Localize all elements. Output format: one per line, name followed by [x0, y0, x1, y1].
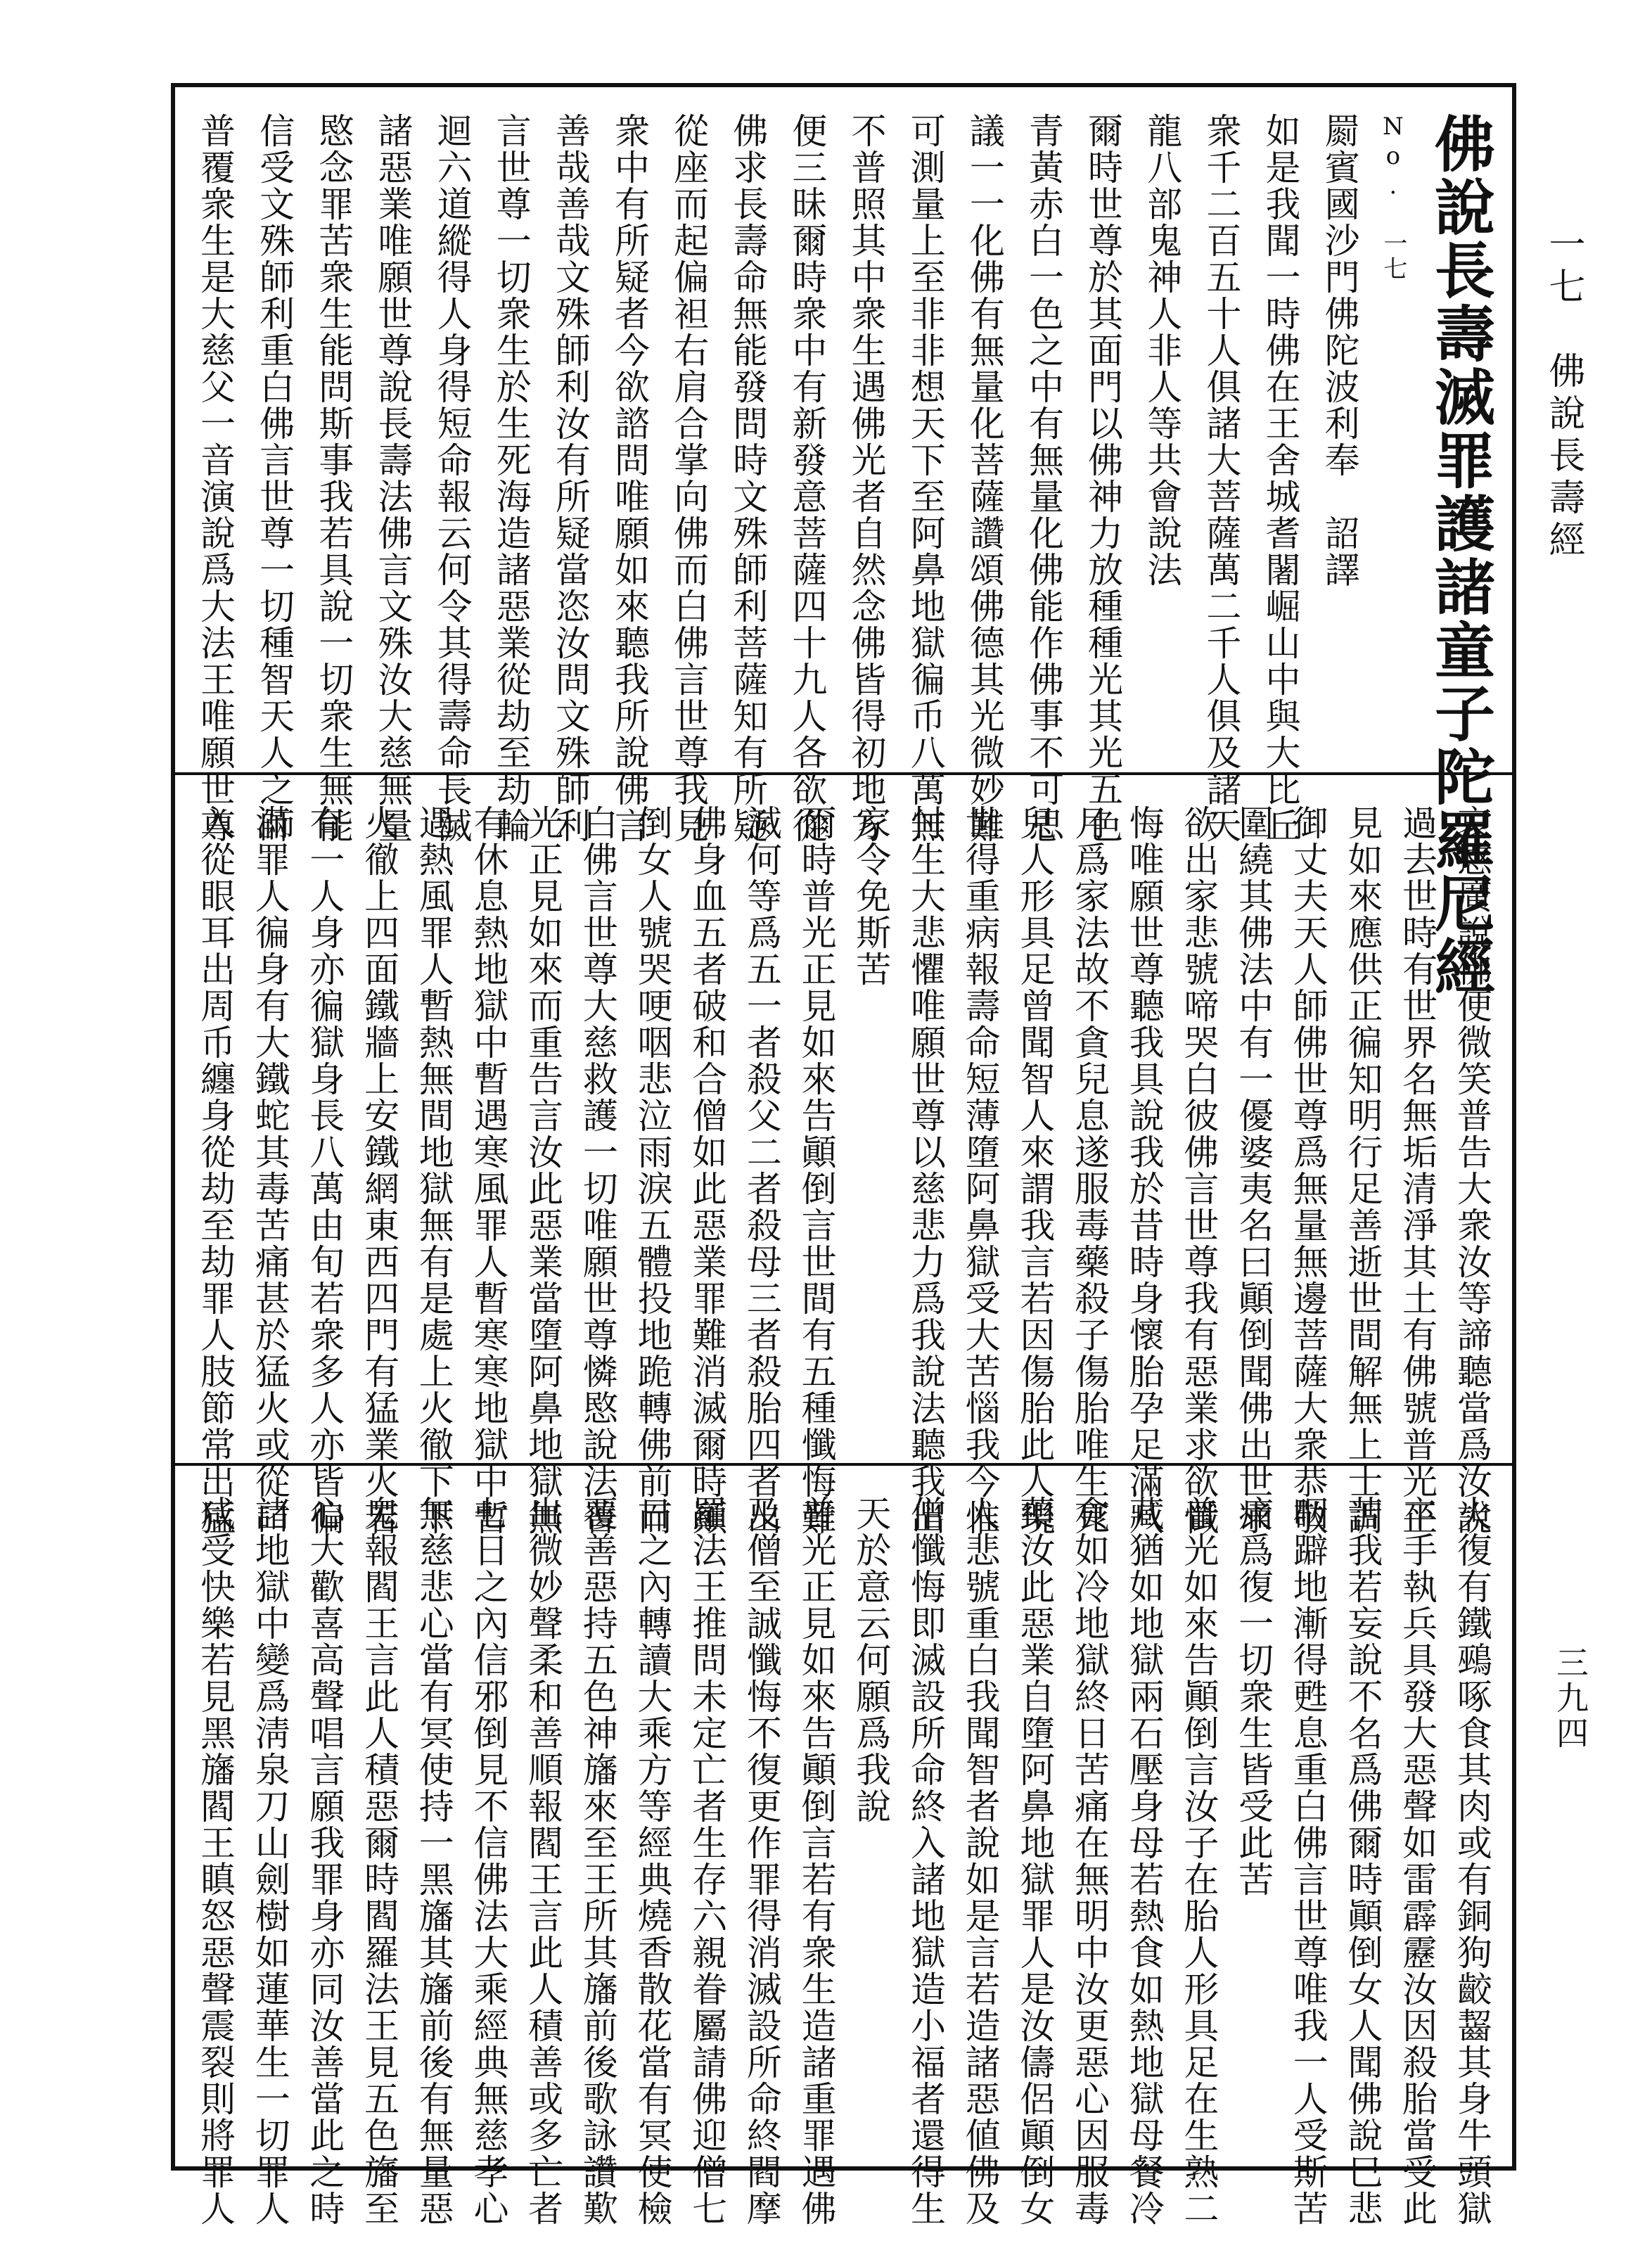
text-column: 御丈夫天人師佛世尊爲無量無邊菩薩大衆恭敬: [1287, 805, 1328, 1536]
text-band-2: [171, 772, 1516, 1536]
text-column: 衆千二百五十人俱諸大菩薩萬二千人俱及諸天: [1200, 113, 1242, 844]
text-column: 覆善惡持五色神旛來至王所其旛前後歌詠讚歎: [577, 1495, 618, 2227]
text-column: 咸受快樂若見黑旛閻王瞋怒惡聲震裂則將罪人: [195, 1495, 236, 2227]
text-column: 滅何等爲五一者殺父二者殺母三者殺胎四者出: [741, 805, 782, 1536]
text-column: 世得重病報壽命短薄墮阿鼻獄受大苦惱我今惟: [959, 805, 1001, 1536]
text-column: 哀愍廣說佛便微笑普告大衆汝等諦聽當爲汝說: [1451, 805, 1492, 1536]
text-column: 火徹上四面鐵牆上安鐵網東西四門有猛業火若: [359, 805, 400, 1536]
text-column: 有休息熱地獄中暫遇寒風罪人暫寒寒地獄中暫: [468, 805, 509, 1536]
text-column: 及僧至誠懺悔不復更作罪得消滅設所命終閻摩: [741, 1495, 782, 2227]
text-column: 食如冷地獄終日苦痛在無明中汝更惡心因服毒: [1069, 1495, 1110, 2227]
text-column: 光正見如來而重告言汝此惡業當墮阿鼻地獄無: [523, 805, 564, 1536]
text-column: 遇熱風罪人暫熱無間地獄無有是處上火徹下下: [413, 805, 454, 1536]
text-column: 佛求長壽命無能發問時文殊師利菩薩知有所疑: [727, 113, 769, 844]
text-column: 有一人身亦徧獄身長八萬由旬若衆多人亦皆徧: [304, 805, 345, 1536]
text-column: 家令免斯苦: [850, 805, 892, 988]
text-column: 日之內轉讀大乘方等經典燒香散花當有冥使檢: [632, 1495, 673, 2227]
text-column: 信受文殊師利重白佛言世尊一切種智天人之師: [254, 113, 295, 844]
text-column: 普光如來告顚倒言汝子在胎人形具足在生熟二: [1178, 1495, 1219, 2227]
text-column: 鬼報閻王言此人積惡爾時閻羅法王見五色旛至: [359, 1495, 400, 2227]
text-column: 入從眼耳出周币纏身從劫至劫罪人肢節常出猛: [195, 805, 236, 1536]
column-group: [195, 1495, 1492, 2227]
text-column: 僧懺悔即滅設所命終入諸地獄造小福者還得生: [904, 1495, 946, 2227]
text-column: 悔唯願世尊聽我具說我於昔時身懷胎孕足滿八: [1123, 805, 1165, 1536]
text-column: 言世尊一切衆生於生死海造諸惡業從劫至劫輪: [490, 113, 532, 844]
text-column: 羅法王推問未定亡者生存六親眷屬請佛迎僧七: [686, 1495, 728, 2227]
page-number: 三九四: [1551, 1646, 1589, 1751]
text-column: 普覆衆生是大慈父一音演說爲大法王唯願世尊: [195, 113, 236, 844]
text-column: 佛身血五者破和合僧如此惡業罪難消滅爾時顚: [686, 805, 728, 1536]
text-column: 從座而起偏袒右肩合掌向佛而白佛言世尊我見: [668, 113, 710, 844]
text-column: 議一一化佛有無量化菩薩讚頌佛德其光微妙難: [963, 113, 1005, 844]
text-column: 白佛言世尊大慈救護一切唯願世尊憐愍說法普: [577, 805, 618, 1536]
text-column: 兒人形具足曾聞智人來謂我言若因傷胎此人現: [1014, 805, 1056, 1536]
text-column: 藏猶如地獄兩石壓身母若熱食如熱地獄母餐冷: [1123, 1495, 1165, 2227]
sutra-title: 佛說長壽滅罪護諸童子陀羅尼經: [1423, 113, 1495, 999]
text-column: 龍八部鬼神人非人等共會說法: [1141, 113, 1183, 588]
text-column: 咽躃地漸得甦息重白佛言世尊唯我一人受斯苦: [1287, 1495, 1328, 2227]
text-column: 罽賓國沙門佛陀波利奉 詔譯: [1319, 113, 1360, 588]
text-column: 火復有鐵鵐啄食其肉或有銅狗齩齧其身牛頭獄: [1451, 1495, 1492, 2227]
text-column: 諸地獄中變爲淸泉刀山劍樹如蓮華生一切罪人: [249, 1495, 290, 2227]
text-column: 過去世時有世界名無垢清淨其土有佛號普光正: [1397, 805, 1438, 1536]
text-column: 迴六道縱得人身得短命報云何令其得壽命長滅: [431, 113, 473, 844]
text-column: 滿罪人徧身有大鐵蛇其毒苦痛甚於猛火或從口: [249, 805, 290, 1536]
text-column: 卒手執兵具發大惡聲如雷霹靂汝因殺胎當受此: [1397, 1495, 1438, 2227]
text-band-3: [171, 1463, 1516, 2227]
text-column: 諸惡業唯願世尊說長壽法佛言文殊汝大慈無量: [372, 113, 414, 844]
text-column: 忖生大悲懼唯願世尊以慈悲力爲我說法聽我出: [904, 805, 946, 1536]
text-column: 如是我聞一時佛在王舍城耆闍崛山中與大比丘: [1260, 113, 1301, 844]
text-column: 痛爲復一切衆生皆受此苦: [1233, 1495, 1274, 1898]
text-column: 藥汝此惡業自墮阿鼻地獄罪人是汝儔侶顚倒女: [1014, 1495, 1056, 2227]
sutra-number: No. 一七: [1378, 113, 1407, 281]
text-column: 月爲家法故不貪兒息遂服毒藥殺子傷胎唯生死: [1069, 805, 1110, 1536]
running-header: 一七 佛說長壽經: [1542, 225, 1584, 563]
text-column: 見如來應供正徧知明行足善逝世間解無上士調: [1342, 805, 1383, 1536]
text-column: 人悲號重白我聞智者說如是言若造諸惡値佛及: [959, 1495, 1001, 2227]
text-column: 苦我若妄說不名爲佛爾時顚倒女人聞佛說巳悲: [1342, 1495, 1383, 2227]
text-column: 不普照其中衆生遇佛光者自然念佛皆得初地方: [845, 113, 887, 844]
text-column: 青黃赤白一色之中有無量化佛能作佛事不可思: [1023, 113, 1064, 844]
text-column: 七日之內信邪倒見不信佛法大乘經典無慈孝心: [468, 1495, 509, 2227]
text-column: 欲出家悲號啼哭白彼佛言世尊我有惡業求欲懺: [1178, 805, 1219, 1536]
text-column: 爾時世尊於其面門以佛神力放種種光其光五色: [1082, 113, 1124, 844]
text-column: 倒女人號哭哽咽悲泣雨淚五體投地跪轉佛前而: [632, 805, 673, 1536]
text-column: 可測量上至非非想天下至阿鼻地獄徧币八萬無: [904, 113, 946, 844]
text-column: 爾時普光正見如來告顚倒言世間有五種懺悔難: [795, 805, 837, 1536]
text-column: 衆中有所疑者今欲諮問唯願如來聽我所說佛言: [608, 113, 650, 844]
text-column: 心大歡喜高聲唱言願我罪身亦同汝善當此之時: [304, 1495, 345, 2227]
column-group: [195, 805, 1492, 1536]
text-column: 無慈悲心當有冥使持一黑旛其旛前後有無量惡: [413, 1495, 454, 2227]
text-column: 圍繞其佛法中有一優婆夷名曰顚倒聞佛出世求: [1233, 805, 1274, 1536]
text-column: 愍念罪苦衆生能問斯事我若具說一切衆生無能: [313, 113, 354, 844]
text-column: 天於意云何願爲我說: [850, 1495, 892, 1825]
text-column: 便三昧爾時衆中有新發意菩薩四十九人各欲從: [786, 113, 828, 844]
text-column: 出微妙聲柔和善順報閻王言此人積善或多亡者: [523, 1495, 564, 2227]
text-column: 善哉善哉文殊師利汝有所疑當恣汝問文殊師利: [549, 113, 591, 844]
text-column: 普光正見如來告顚倒言若有衆生造諸重罪遇佛: [795, 1495, 837, 2227]
